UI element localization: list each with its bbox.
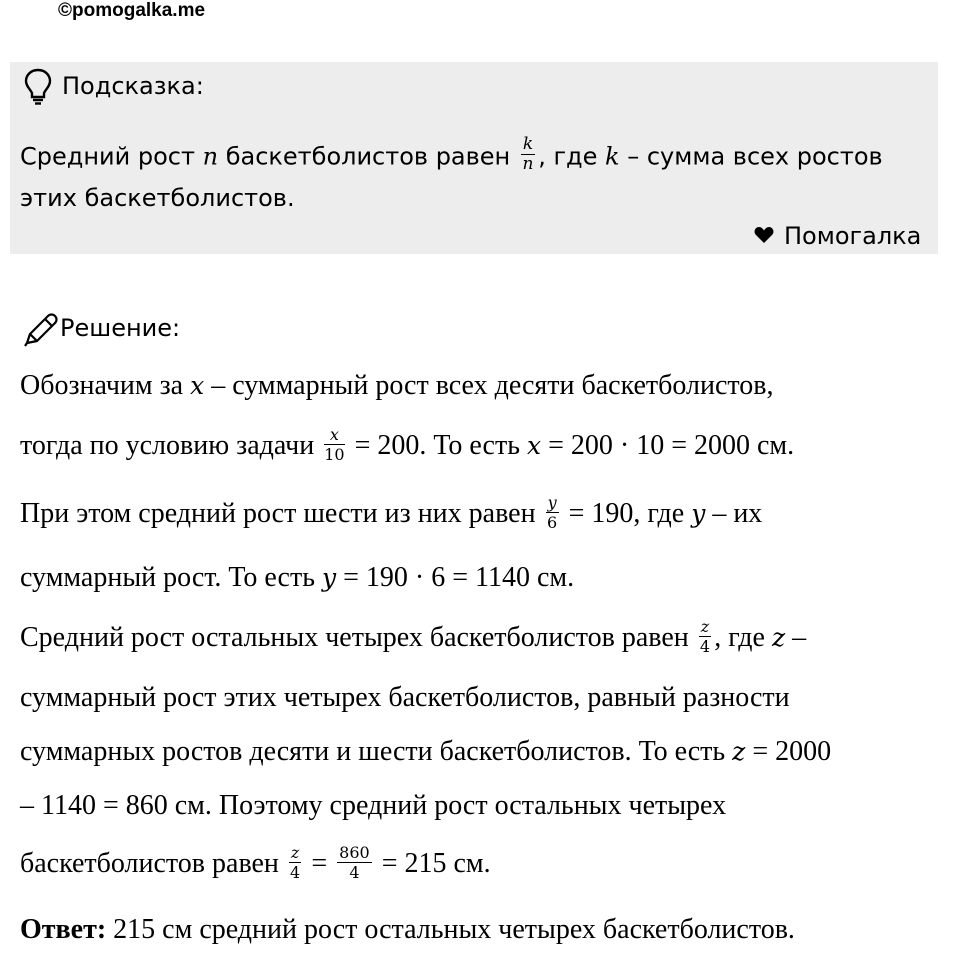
fraction-denominator: 4 <box>290 863 301 882</box>
fraction-numerator: x <box>324 425 344 445</box>
text: суммарных ростов десяти и шести баскетболистов. То есть <box>20 736 733 767</box>
text: тогда по условию задачи <box>20 429 322 461</box>
fraction-numerator: z <box>290 843 300 862</box>
fraction-numerator: y <box>547 493 557 512</box>
hint-text: баскетболистов равен <box>218 142 518 171</box>
fraction-y-6 <box>546 493 559 532</box>
hint-title: Подсказка: <box>62 72 204 100</box>
var-x: x <box>526 430 542 460</box>
fraction-denominator: n <box>522 154 534 174</box>
fraction-denominator: 4 <box>699 637 711 656</box>
hint-line-1 <box>20 134 883 177</box>
fraction-z-4 <box>699 617 711 656</box>
answer-line <box>20 914 795 946</box>
fraction-x-10 <box>324 425 344 464</box>
fraction-denominator: 6 <box>547 513 558 532</box>
hint-text: – сумма всех ростов <box>619 142 883 171</box>
solution-line-5 <box>20 617 807 659</box>
var-y: y <box>691 498 706 528</box>
text: – суммарный рост всех десяти баскетболистов, <box>204 370 774 401</box>
text: суммарный рост. То есть <box>20 562 322 593</box>
text: = <box>304 847 335 879</box>
heart-icon <box>754 226 774 244</box>
hint-line-2: этих баскетболистов. <box>20 184 295 212</box>
text: – <box>785 621 807 653</box>
pencil-icon <box>22 312 58 348</box>
answer-text: 215 см средний рост остальных четырех баскетболистов. <box>106 914 795 945</box>
solution-line-6: суммарный рост этих четырех баскетболистов, равный разности <box>20 682 790 713</box>
solution-line-9 <box>20 843 491 885</box>
fraction-numerator: z <box>700 617 710 636</box>
text: = 200 · 10 = 2000 см. <box>541 429 795 461</box>
text: = 215 см. <box>374 847 491 879</box>
fraction-z-4 <box>289 843 301 882</box>
fraction-numerator: k <box>522 134 534 154</box>
solution-line-7 <box>20 736 831 768</box>
text: При этом средний рост шести из них равен <box>20 497 543 529</box>
text: = 190 · 6 = 1140 см. <box>336 562 575 593</box>
hint-fraction <box>521 135 535 174</box>
var-z: z <box>732 737 746 766</box>
text: баскетболистов равен <box>20 847 286 879</box>
fraction-numerator: 860 <box>339 843 370 862</box>
solution-line-4 <box>20 562 574 594</box>
var-y: y <box>321 563 337 592</box>
hint-text: , где <box>538 142 606 171</box>
text: Средний рост остальных четырех баскетболистов равен <box>20 621 696 653</box>
solution-line-8: – 1140 = 860 см. Поэтому средний рост остальных четырех <box>20 790 727 821</box>
text: = 2000 <box>745 736 832 767</box>
watermark: ©pomogalka.me <box>58 0 206 21</box>
solution-title: Решение: <box>60 314 181 342</box>
text: – их <box>705 497 763 529</box>
var-x: x <box>190 371 205 400</box>
hint-var-n: n <box>202 142 219 171</box>
text: , где <box>714 621 772 653</box>
text: Обозначим за <box>20 370 191 401</box>
hint-var-k: k <box>605 142 620 171</box>
solution-line-3 <box>20 493 763 535</box>
text: = 190, где <box>561 497 692 529</box>
var-z: z <box>771 622 786 652</box>
fraction-860-4 <box>337 843 372 882</box>
solution-line-2 <box>20 425 795 467</box>
hint-text: Средний рост <box>20 142 203 171</box>
fraction-denominator: 4 <box>349 863 360 882</box>
lightbulb-icon <box>24 68 52 106</box>
answer-label: Ответ: <box>20 914 107 945</box>
fraction-denominator: 10 <box>324 445 345 464</box>
text: = 200. То есть <box>347 429 527 461</box>
solution-line-1 <box>20 370 774 402</box>
brand-label: Помогалка <box>784 222 922 250</box>
